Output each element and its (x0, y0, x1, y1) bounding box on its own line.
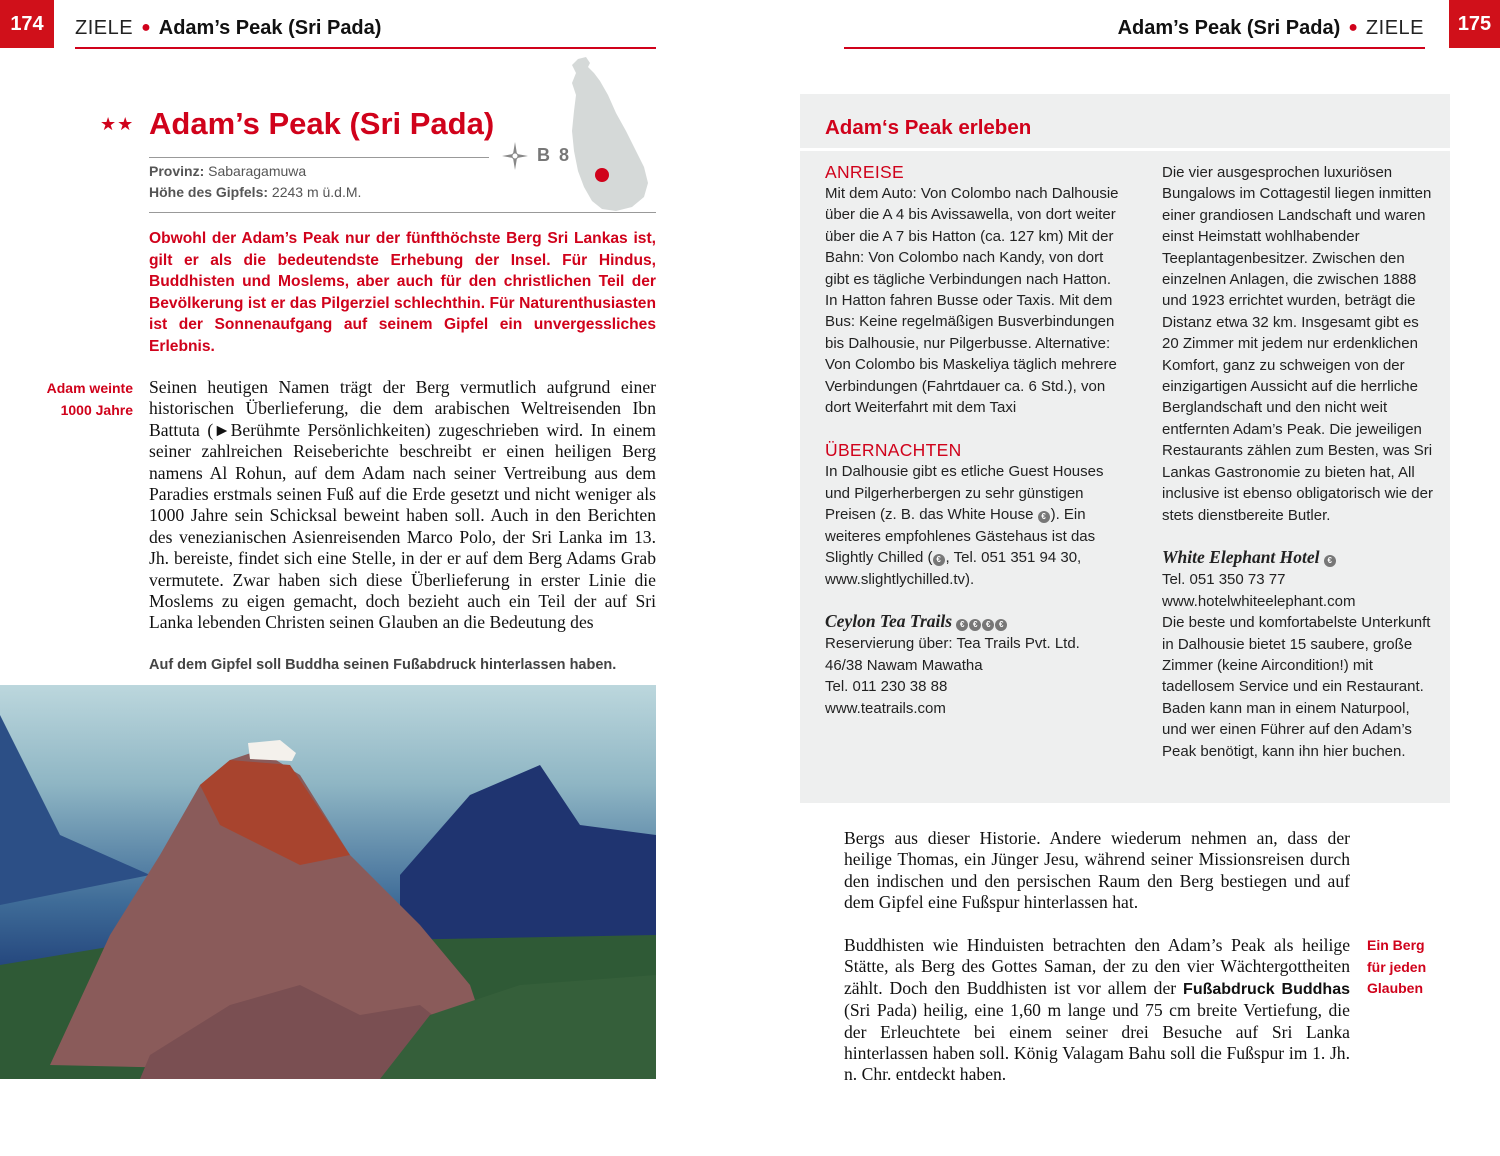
info-column-left (825, 161, 1125, 719)
lead-paragraph: Obwohl der Adam’s Peak nur der fünfthöchste Berg Sri Lankas ist, gilt er als die bedeutendste Erhebung der Insel. Für Hindus, Buddhisten und Moslems, aber auch für den christlichen Teil der Bevölkerung ist er das Pilgerziel schlechthin. Für Naturenthusiasten ist der Sonnenaufgang auf seinem Gipfel ein unvergessliches Erlebnis. (149, 230, 656, 355)
hotel-website-link[interactable]: www.teatrails.com (825, 699, 946, 717)
fact-province: Provinz: Sabaragamuwa (149, 163, 307, 179)
margin-note-right: Ein Berg für jeden Glauben (1367, 937, 1427, 996)
price-euro-icon: € (995, 619, 1007, 631)
mountain-image-icon (0, 685, 656, 1079)
price-euro-icon: € (1038, 511, 1050, 523)
header-rule-left (75, 47, 656, 49)
price-euro-icon: € (933, 554, 945, 566)
hotel-name: Ceylon Tea Trails (825, 610, 953, 631)
running-head-section: ZIELE (1365, 17, 1424, 39)
hotel-name: White Elephant Hotel (1162, 546, 1320, 567)
body-text-left: Seinen heutigen Namen trägt der Berg vermutlich aufgrund einer historischen Überlieferung, die dem arabischen Weltreisenden Ibn Battuta (►Berühmte Persönlichkeiten) zugeschrieben wird. In einem seiner zahlreichen Reiseberichte beschreibt er einen heiligen Berg namens Al Rohun, auf dem Adam nach seiner Vertreibung aus dem Paradies erstmals seinen Fuß auf die Erde gesetzt und nicht weniger als 1000 Jahre sein Schicksal beweint haben soll. Auch in den Berichten des venezianischen Asienreisenden Marco Polo, der Sri Lanka im 13. Jh. bereiste, findet sich eine Stelle, in der er auf dem Berg Adams Grab vermutete. Zwar haben sich diese Überlieferung in erster Linie die Moslems zu eigen gemacht, doch bezieht auch ein Teil der auf Sri Lanka lebenden Christen seinen Glauben an die Bedeutung des (149, 377, 656, 633)
fact-height: Höhe des Gipfels: 2243 m ü.d.M. (149, 184, 362, 200)
page-number-left: 174 (0, 0, 54, 48)
body-text-right-p1: Bergs aus dieser Historie. Andere wiederum nehmen an, dass der heilige Thomas, ein Jünger Jesu, während seiner Missionsreisen durch den indischen und den persischen Raum den Berg bestiegen und auf dem Gipfel eine Fußspur hinterlassen hat. (844, 828, 1350, 913)
price-euro-icon: € (1324, 555, 1336, 567)
hotel-website-link[interactable]: www.hotelwhiteelephant.com (1162, 592, 1356, 610)
header-rule-right (844, 47, 1425, 49)
info-box (800, 94, 1450, 803)
hotel-description: Die beste und komfortabelste Unterkunft in Dalhousie bietet 15 saubere, große Zimmer (keine Aircondition!) mit tadellosem Service und ein Restaurant. Baden kann man in einem Naturpool, und wer einen Führer auf den Adam’s Peak benötigt, kann ihn hier buchen. (1162, 614, 1431, 760)
price-euro-icon: € (956, 619, 968, 631)
adams-peak-photo (0, 685, 656, 1079)
anreise-text: Mit dem Auto: Von Colombo nach Dalhousie über die A 4 bis Avissawella, von dort weiter über die A 7 bis Hatton (ca. 127 km) Mit der Bahn: Von Colombo nach Kandy, von dort gibt es tägliche Verbindungen nach Hatton. In Hatton fahren Busse oder Taxis. Mit dem Bus: Keine regelmäßigen Busverbindungen bis Dalhousie, nur Pilgerbusse. Alternative: Von Colombo bis Maskeliya täglich mehrere Verbindungen (Fahrtdauer ca. 6 Std.), von dort Weiterfahrt mit dem Taxi (825, 185, 1119, 417)
running-head-left (75, 17, 381, 40)
hotel-ceylon-tea-trails: Ceylon Tea Trails € € € € Reservierung über: Tea Trails Pvt. Ltd. 46/38 Nawam Mawatha Tel. 011 230 38 88 www.teatrails.com (825, 611, 1125, 719)
running-head-right (1118, 17, 1424, 40)
info-box-separator (800, 148, 1450, 151)
info-box-title: Adam‘s Peak erleben (825, 116, 1032, 139)
title-rule (149, 157, 489, 158)
rating-stars-icon: ★★ (100, 114, 135, 134)
hotel-description: Die vier ausgesprochen luxuriösen Bungalows im Cottagestil liegen inmitten einer grandiosen Landschaft und waren einst Heimstatt wohlhabender Teeplantagenbesitzer. Zwischen den einzelnen Anlagen, die zwischen 1888 und 1923 errichtet wurden, beträgt die Distanz etwa 32 km. Insgesamt gibt es 20 Zimmer mit jedem nur erdenklichen Komfort, ganz zu schweigen von der einzigartigen Aussicht auf die herrliche Berglandschaft und den nicht weit entfernten Adam’s Peak. Die jeweiligen Restaurants zählen zum Besten, was Sri Lankas Gastronomie zu bieten hat, All inclusive ist ebenso obligatorisch wie der stets dienstbereite Butler. (1162, 164, 1433, 524)
margin-note-left: Adam weinte 1000 Jahre (46, 380, 133, 418)
hotel-white-elephant: White Elephant Hotel € Tel. 051 350 73 77 www.hotelwhiteelephant.com Die beste und komfortabelste Unterkunft in Dalhousie bietet 15 saubere, große Zimmer (keine Aircondition!) mit tadellosem Service und ein Restaurant. Baden kann man in einem Naturpool, und wer einen Führer auf den Adam’s Peak benötigt, kann ihn hier buchen. (1162, 547, 1438, 762)
price-euro-icon: € (982, 619, 994, 631)
running-head-title: Adam’s Peak (Sri Pada) (1117, 17, 1341, 39)
map-grid-reference: B 8 (537, 145, 572, 165)
section-heading-anreise: ANREISE (825, 162, 904, 182)
page-number-right: 175 (1449, 0, 1500, 48)
compass-rose-icon (500, 140, 530, 172)
facts-block (149, 161, 361, 203)
highlight-term: Fußabdruck Buddhas (1183, 980, 1350, 998)
photo-caption: Auf dem Gipfel soll Buddha seinen Fußabdruck hinterlassen haben. (149, 657, 617, 673)
info-column-right (1162, 162, 1438, 762)
running-head-section: ZIELE (75, 17, 134, 39)
section-heading-uebernachten: ÜBERNACHTEN (825, 440, 962, 461)
page-title: Adam’s Peak (Sri Pada) (149, 106, 495, 141)
bullet-dot-icon: ● (141, 19, 151, 36)
body-text-right-p2: Buddhisten wie Hinduisten betrachten den Adam’s Peak als heilige Stätte, als Berg des Gottes Saman, der zu den vier Wächtergottheiten zählt. Doch den Buddhisten ist vor allem der Fußabdruck Buddhas (Sri Pada) heilig, eine 1,60 m lange und 75 cm breite Vertiefung, die der Erleuchtete bei einem seiner drei Besuche auf Sri Lanka hinterlassen haben soll. König Valagam Bahu soll die Fußspur im 1. Jh. n. Chr. entdeckt haben. (844, 935, 1350, 1085)
uebernachten-text: In Dalhousie gibt es etliche Guest Houses und Pilgerherbergen zu sehr günstigen Preisen (z. B. das White House € ). Ein weiteres empfohlenes Gästehaus ist das Slightly Chilled ( € , Tel. 051 351 94 30, www.slightlychilled.tv). (825, 463, 1104, 588)
bullet-dot-icon: ● (1348, 19, 1358, 36)
price-euro-icon: € (969, 619, 981, 631)
facts-rule (149, 212, 656, 213)
sri-lanka-map-icon (560, 55, 660, 215)
running-head-title: Adam’s Peak (Sri Pada) (158, 17, 382, 39)
